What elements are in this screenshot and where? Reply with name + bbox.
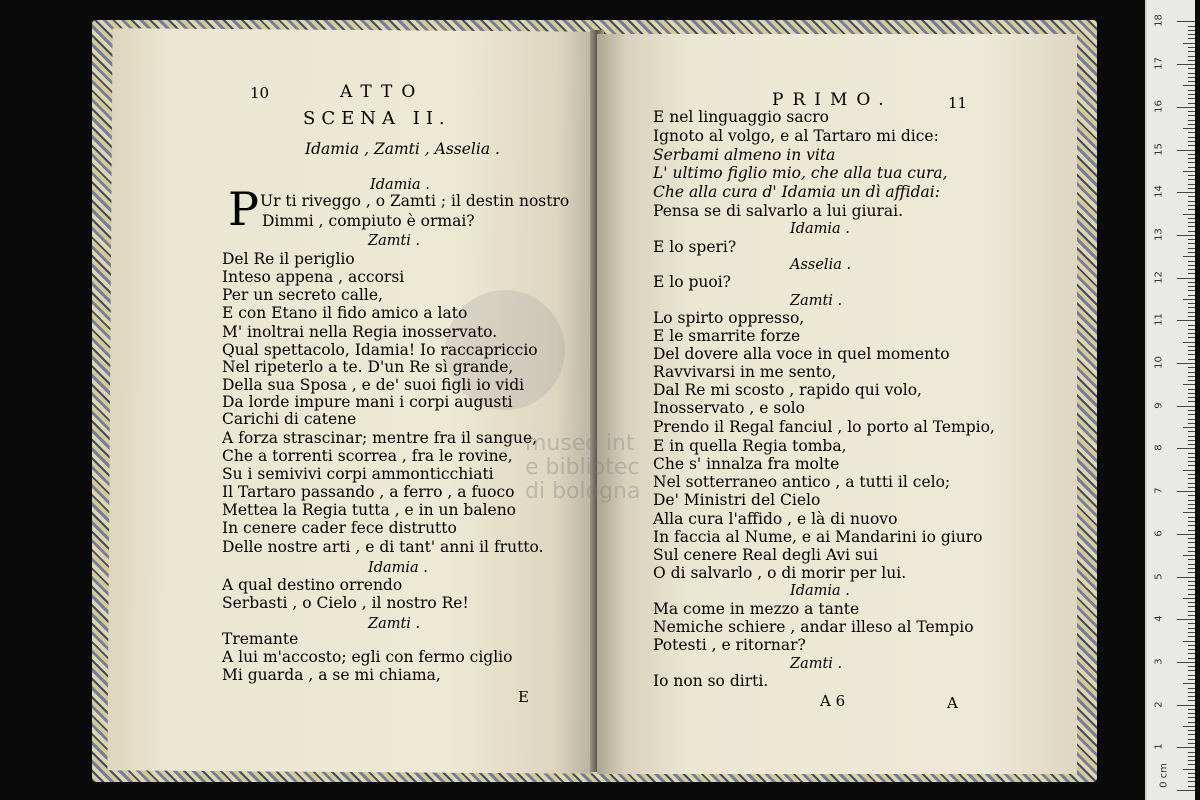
- ruler-tick: [1188, 457, 1195, 458]
- ruler-tick: [1188, 730, 1195, 731]
- verse-line: Tremante: [222, 630, 299, 648]
- ruler-tick: [1188, 231, 1195, 232]
- ruler-number: 5: [1153, 572, 1165, 580]
- watermark-line: di bologna: [525, 479, 641, 504]
- ruler-tick: [1188, 474, 1195, 475]
- ruler-tick: [1188, 696, 1195, 697]
- ruler-tick: [1177, 406, 1195, 407]
- ruler-tick: [1188, 196, 1195, 197]
- ruler-tick: [1188, 269, 1195, 270]
- drop-cap: P: [228, 182, 259, 236]
- ruler-tick: [1188, 273, 1195, 274]
- ruler-tick: [1188, 226, 1195, 227]
- ruler-tick: [1183, 256, 1195, 257]
- ruler-tick: [1188, 111, 1195, 112]
- verse-line: M' inoltrai nella Regia inosservato.: [222, 323, 498, 341]
- ruler-tick: [1177, 619, 1195, 620]
- verse-line: Che alla cura d' Idamia un dì affidai:: [653, 183, 940, 201]
- ruler-tick: [1188, 734, 1195, 735]
- ruler-tick: [1188, 124, 1195, 125]
- ruler-tick: [1177, 278, 1195, 279]
- ruler-tick: [1188, 350, 1195, 351]
- ruler-tick: [1177, 363, 1195, 364]
- verse-line: Mettea la Regia tutta , e in un baleno: [222, 501, 517, 519]
- ruler-tick: [1188, 325, 1195, 326]
- verse-line: Nemiche schiere , andar illeso al Tempio: [653, 618, 974, 636]
- ruler-number: 4: [1153, 615, 1165, 622]
- ruler-tick: [1183, 598, 1195, 599]
- ruler-tick: [1188, 329, 1195, 330]
- ruler-number: 14: [1153, 185, 1165, 199]
- ruler-tick: [1188, 316, 1195, 317]
- ruler-tick: [1188, 700, 1195, 701]
- ruler-tick: [1188, 530, 1195, 531]
- ruler-tick: [1188, 764, 1195, 765]
- ruler-tick: [1188, 397, 1195, 398]
- ruler-tick: [1188, 201, 1195, 202]
- ruler-tick: [1188, 56, 1195, 57]
- ruler-tick: [1188, 688, 1195, 689]
- ruler-number: 16: [1153, 99, 1165, 113]
- ruler-tick: [1188, 141, 1195, 142]
- ruler-tick: [1183, 299, 1195, 300]
- ruler-tick: [1188, 354, 1195, 355]
- ruler-tick: [1188, 414, 1195, 415]
- ruler-tick: [1188, 410, 1195, 411]
- ruler-tick: [1188, 312, 1195, 313]
- ruler-tick: [1188, 51, 1195, 52]
- verse-line: Su i semivivi corpi ammonticchiati: [222, 465, 494, 483]
- ruler-tick: [1188, 623, 1195, 624]
- verse-line: Mi guarda , a se mi chiama,: [222, 666, 441, 684]
- verse-line: Serbami almeno in vita: [653, 146, 836, 164]
- watermark-line: e bibliotec: [525, 455, 640, 480]
- ruler-number: 15: [1153, 142, 1165, 156]
- ruler-tick: [1188, 333, 1195, 334]
- verse-line: In cenere cader fece distrutto: [222, 519, 457, 537]
- ruler-tick: [1188, 60, 1195, 61]
- ruler-tick: [1177, 320, 1195, 321]
- ruler-tick: [1188, 367, 1195, 368]
- verse-line: E nel linguaggio sacro: [653, 108, 830, 126]
- ruler-tick: [1188, 376, 1195, 377]
- speaker-name: Zamti .: [790, 293, 843, 309]
- ruler-tick: [1183, 512, 1195, 513]
- ruler-tick: [1188, 743, 1195, 744]
- ruler-tick: [1188, 547, 1195, 548]
- ruler-tick: [1188, 628, 1195, 629]
- page-number: 11: [948, 94, 968, 112]
- speaker-name: Asselia .: [790, 257, 852, 273]
- ruler-tick: [1188, 120, 1195, 121]
- ruler-tick: [1188, 589, 1195, 590]
- ruler-tick: [1188, 26, 1195, 27]
- ruler-tick: [1177, 235, 1195, 236]
- verse-line: Ur ti riveggo , o Zamti ; il destin nostro: [260, 192, 570, 210]
- verse-line: De' Ministri del Cielo: [653, 491, 821, 509]
- ruler-tick: [1177, 448, 1195, 449]
- running-head: PRIMO.: [772, 90, 893, 110]
- ruler-tick: [1188, 436, 1195, 437]
- ruler-tick: [1188, 739, 1195, 740]
- ruler-tick: [1188, 692, 1195, 693]
- verse-line: Serbasti , o Cielo , il nostro Re!: [222, 594, 469, 612]
- ruler-tick: [1183, 641, 1195, 642]
- ruler-tick: [1188, 248, 1195, 249]
- ruler-tick: [1188, 158, 1195, 159]
- verse-line: Potesti , e ritornar?: [653, 636, 806, 654]
- verse-line: Inteso appena , accorsi: [222, 268, 405, 286]
- ruler-tick: [1188, 487, 1195, 488]
- ruler-tick: [1188, 636, 1195, 637]
- ruler-unit: 0 cm: [1158, 763, 1170, 788]
- ruler-tick: [1188, 478, 1195, 479]
- ruler-tick: [1188, 30, 1195, 31]
- ruler-tick: [1188, 243, 1195, 244]
- ruler-tick: [1177, 64, 1195, 65]
- verse-line: Delle nostre arti , e di tant' anni il frutto.: [222, 538, 544, 556]
- ruler-tick: [1188, 508, 1195, 509]
- ruler-tick: [1188, 38, 1195, 39]
- ruler-tick: [1188, 786, 1195, 787]
- verse-line: Nel sotterraneo antico , a tutti il celo;: [653, 473, 951, 491]
- ruler-number: 9: [1153, 402, 1165, 409]
- ruler-tick: [1188, 760, 1195, 761]
- verse-line: Nel ripeterlo a te. D'un Re sì grande,: [222, 358, 514, 376]
- ruler-tick: [1188, 585, 1195, 586]
- ruler-tick: [1188, 77, 1195, 78]
- verse-line: Alla cura l'affido , e là di nuovo: [653, 510, 898, 528]
- verse-line: Dimmi , compiuto è ormai?: [262, 212, 475, 230]
- ruler-tick: [1188, 773, 1195, 774]
- ruler-tick: [1188, 551, 1195, 552]
- ruler-number: 11: [1153, 313, 1165, 327]
- verse-line: E con Etano il fido amico a lato: [222, 304, 468, 322]
- ruler-tick: [1188, 184, 1195, 185]
- verse-line: Del Re il periglio: [222, 250, 355, 268]
- ruler-tick: [1188, 675, 1195, 676]
- ruler-tick: [1183, 470, 1195, 471]
- verse-line: E lo puoi?: [653, 273, 731, 291]
- ruler-tick: [1188, 393, 1195, 394]
- ruler-tick: [1188, 81, 1195, 82]
- ruler-tick: [1188, 453, 1195, 454]
- ruler-tick: [1188, 286, 1195, 287]
- verse-line: Ravvivarsi in me sento,: [653, 363, 837, 381]
- ruler-tick: [1188, 179, 1195, 180]
- ruler-tick: [1188, 517, 1195, 518]
- ruler-tick: [1188, 90, 1195, 91]
- ruler-tick: [1188, 265, 1195, 266]
- verse-line: Che s' innalza fra molte: [653, 455, 840, 473]
- ruler-tick: [1177, 491, 1195, 492]
- verse-line: Sul cenere Real degli Avi sui: [653, 546, 878, 564]
- ruler-tick: [1188, 632, 1195, 633]
- ruler-tick: [1188, 419, 1195, 420]
- ruler-tick: [1188, 777, 1195, 778]
- measurement-ruler: [1145, 0, 1195, 800]
- verse-line: Da lorde impure mani i corpi augusti: [222, 393, 513, 411]
- ruler-tick: [1183, 427, 1195, 428]
- speaker-name: Zamti .: [368, 616, 421, 632]
- verse-line: Pensa se di salvarlo a lui giurai.: [653, 202, 904, 220]
- ruler-tick: [1188, 167, 1195, 168]
- ruler-tick: [1188, 389, 1195, 390]
- ruler-tick: [1188, 722, 1195, 723]
- verse-line: E le smarrite forze: [653, 327, 801, 345]
- verse-line: Io non so dirti.: [653, 672, 769, 690]
- ruler-tick: [1188, 162, 1195, 163]
- ruler-tick: [1188, 218, 1195, 219]
- verse-line: Che a torrenti scorrea , fra le rovine,: [222, 447, 513, 465]
- ruler-tick: [1183, 342, 1195, 343]
- verse-line: O di salvarlo , o di morir per lui.: [653, 564, 907, 582]
- ruler-tick: [1177, 150, 1195, 151]
- ruler-number: 2: [1153, 700, 1165, 708]
- ruler-tick: [1188, 423, 1195, 424]
- verse-line: Qual spettacolo, Idamia! Io raccapriccio: [222, 341, 538, 359]
- speaker-name: Zamti .: [790, 656, 843, 672]
- ruler-tick: [1188, 290, 1195, 291]
- ruler-number: 10: [1153, 356, 1165, 369]
- verse-line: Per un secreto calle,: [222, 286, 383, 304]
- verse-line: Della sua Sposa , e de' suoi figli io vidi: [222, 376, 525, 394]
- ruler-tick: [1188, 239, 1195, 240]
- page-number: 10: [250, 84, 270, 102]
- ruler-tick: [1188, 103, 1195, 104]
- ruler-tick: [1188, 568, 1195, 569]
- ruler-tick: [1188, 504, 1195, 505]
- ruler-tick: [1188, 209, 1195, 210]
- ruler-tick: [1183, 384, 1195, 385]
- ruler-tick: [1183, 683, 1195, 684]
- ruler-tick: [1177, 747, 1195, 748]
- ruler-tick: [1188, 252, 1195, 253]
- ruler-number: 18: [1153, 14, 1165, 28]
- ruler-tick: [1183, 769, 1195, 770]
- ruler-tick: [1188, 98, 1195, 99]
- speaker-name: Idamia .: [790, 221, 850, 237]
- ruler-tick: [1188, 372, 1195, 373]
- ruler-tick: [1177, 577, 1195, 578]
- speaker-name: Idamia .: [368, 560, 428, 576]
- verse-line: Dal Re mi scosto , rapido qui volo,: [653, 381, 922, 399]
- watermark-line: museo int: [525, 431, 635, 456]
- ruler-number: 7: [1153, 487, 1165, 494]
- ruler-tick: [1188, 658, 1195, 659]
- verse-line: Inosservato , e solo: [653, 399, 805, 417]
- ruler-tick: [1177, 192, 1195, 193]
- ruler-tick: [1188, 602, 1195, 603]
- ruler-tick: [1188, 606, 1195, 607]
- ruler-tick: [1188, 713, 1195, 714]
- ruler-tick: [1188, 431, 1195, 432]
- ruler-tick: [1183, 214, 1195, 215]
- ruler-tick: [1177, 21, 1195, 22]
- ruler-tick: [1188, 679, 1195, 680]
- ruler-tick: [1188, 154, 1195, 155]
- ruler-tick: [1188, 649, 1195, 650]
- ruler-tick: [1188, 559, 1195, 560]
- ruler-tick: [1188, 145, 1195, 146]
- ruler-tick: [1183, 128, 1195, 129]
- ruler-tick: [1188, 461, 1195, 462]
- ruler-tick: [1188, 47, 1195, 48]
- ruler-tick: [1188, 521, 1195, 522]
- ruler-tick: [1188, 295, 1195, 296]
- ruler-tick: [1188, 34, 1195, 35]
- ruler-tick: [1183, 726, 1195, 727]
- verse-line: A qual destino orrendo: [222, 576, 403, 594]
- ruler-tick: [1188, 94, 1195, 95]
- running-head: ATTO: [340, 82, 425, 102]
- ruler-tick: [1183, 555, 1195, 556]
- ruler-number: 12: [1153, 270, 1165, 284]
- scene-heading: SCENA II.: [303, 108, 451, 129]
- verse-line: Il Tartaro passando , a ferro , a fuoco: [222, 483, 515, 501]
- ruler-tick: [1177, 790, 1195, 791]
- ruler-tick: [1188, 495, 1195, 496]
- verse-line: L' ultimo figlio mio, che alla tua cura,: [653, 164, 948, 182]
- verse-line: Prendo il Regal fanciul , lo porto al Tempio,: [653, 418, 995, 436]
- ruler-tick: [1188, 525, 1195, 526]
- ruler-tick: [1188, 564, 1195, 565]
- ruler-tick: [1188, 222, 1195, 223]
- ruler-tick: [1188, 346, 1195, 347]
- ruler-tick: [1188, 670, 1195, 671]
- catchword: A: [947, 694, 958, 712]
- speaker-name: Zamti .: [368, 233, 421, 249]
- ruler-tick: [1188, 282, 1195, 283]
- ruler-tick: [1188, 337, 1195, 338]
- ruler-tick: [1177, 107, 1195, 108]
- ruler-tick: [1188, 542, 1195, 543]
- verse-line: Lo spirto oppresso,: [653, 309, 805, 327]
- ruler-tick: [1188, 781, 1195, 782]
- ruler-tick: [1188, 261, 1195, 262]
- character-list: Idamia , Zamti , Asselia .: [305, 140, 500, 158]
- ruler-tick: [1188, 359, 1195, 360]
- signature-mark: A 6: [820, 692, 846, 710]
- verse-line: Del dovere alla voce in quel momento: [653, 345, 950, 363]
- ruler-tick: [1188, 188, 1195, 189]
- ruler-tick: [1188, 175, 1195, 176]
- ruler-tick: [1188, 717, 1195, 718]
- ruler-tick: [1188, 205, 1195, 206]
- ruler-tick: [1177, 705, 1195, 706]
- ruler-number: 6: [1153, 530, 1165, 537]
- verse-line: Ignoto al volgo, e al Tartaro mi dice:: [653, 127, 939, 145]
- ruler-tick: [1188, 666, 1195, 667]
- ruler-tick: [1188, 611, 1195, 612]
- verse-line: Carichi di catene: [222, 410, 357, 428]
- verse-line: Ma come in mezzo a tante: [653, 600, 860, 618]
- ruler-tick: [1188, 615, 1195, 616]
- ruler-tick: [1188, 115, 1195, 116]
- ruler-tick: [1183, 85, 1195, 86]
- ruler-tick: [1188, 572, 1195, 573]
- ruler-tick: [1188, 483, 1195, 484]
- ruler-tick: [1188, 465, 1195, 466]
- ruler-number: 1: [1153, 743, 1165, 750]
- speaker-name: Idamia .: [790, 583, 850, 599]
- ruler-tick: [1183, 171, 1195, 172]
- watermark-text: [525, 432, 640, 504]
- ruler-tick: [1188, 68, 1195, 69]
- ruler-tick: [1188, 401, 1195, 402]
- ruler-tick: [1188, 709, 1195, 710]
- verse-line: A lui m'accosto; egli con fermo ciglio: [222, 648, 513, 666]
- verse-line: A forza strascinar; mentre fra il sangue,: [222, 429, 538, 447]
- ruler-tick: [1188, 645, 1195, 646]
- ruler-tick: [1188, 440, 1195, 441]
- ruler-tick: [1177, 662, 1195, 663]
- speaker-name: Idamia .: [370, 177, 430, 193]
- verse-line: In faccia al Nume, e ai Mandarini io giuro: [653, 528, 983, 546]
- ruler-number: 17: [1153, 57, 1165, 70]
- ruler-tick: [1188, 73, 1195, 74]
- ruler-tick: [1188, 594, 1195, 595]
- verse-line: E lo speri?: [653, 238, 737, 256]
- ruler-number: 3: [1153, 658, 1165, 665]
- ruler-tick: [1188, 303, 1195, 304]
- ruler-number: 8: [1153, 444, 1165, 452]
- ruler-tick: [1188, 307, 1195, 308]
- ruler-tick: [1188, 444, 1195, 445]
- ruler-tick: [1183, 43, 1195, 44]
- ruler-tick: [1188, 756, 1195, 757]
- ruler-tick: [1188, 137, 1195, 138]
- ruler-tick: [1188, 653, 1195, 654]
- ruler-tick: [1188, 132, 1195, 133]
- ruler-tick: [1188, 581, 1195, 582]
- ruler-tick: [1188, 500, 1195, 501]
- catchword: E: [518, 688, 529, 706]
- ruler-tick: [1188, 752, 1195, 753]
- ruler-tick: [1188, 538, 1195, 539]
- verse-line: E in quella Regia tomba,: [653, 437, 847, 455]
- ruler-number: 13: [1153, 228, 1165, 241]
- ruler-tick: [1188, 380, 1195, 381]
- ruler-tick: [1177, 534, 1195, 535]
